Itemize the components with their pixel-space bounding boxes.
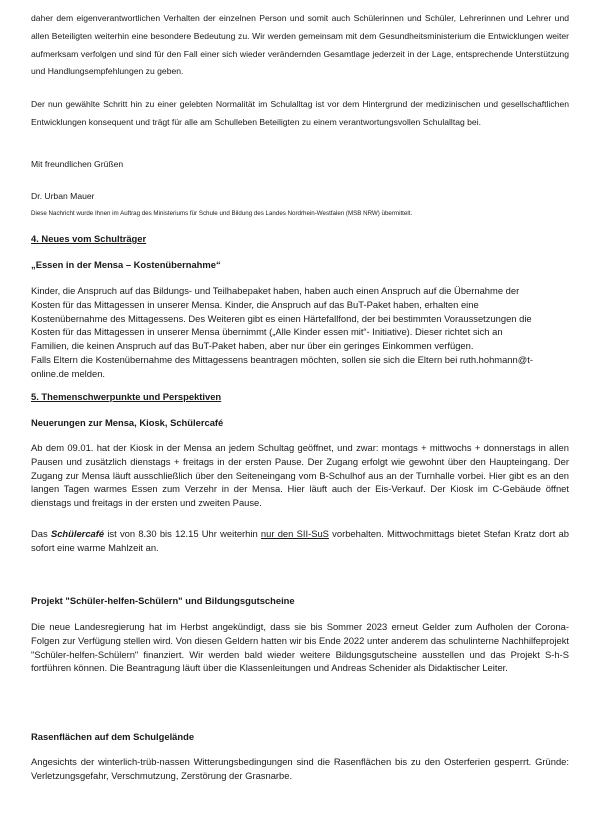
section-4-line: Kosten für das Mittagessen in unserer Mensa. Kinder, die Anspruch auf das BuT-Paket haben, erhalten eine	[31, 298, 479, 310]
cafe-text-post: vorbehalten. Mittwochmittags bietet Stefan Kratz dort ab sofort eine warme Mahlzeit an.	[31, 528, 569, 553]
cafe-restriction: nur den SII-SuS	[260, 528, 329, 539]
cafe-text-pre: Das	[31, 528, 51, 539]
cafe-name: Schülercafé	[50, 528, 105, 539]
section-4-line: Kinder, die Anspruch auf das Bildungs- und Teilhabepaket haben, haben auch einen Anspruch auf die Übernahme der	[31, 285, 520, 296]
intro-paragraph-1: daher dem eigenverantwortlichen Verhalten der einzelnen Person und somit auch Schülerinnen und Schüler, Lehrerinnen und Lehrer und allen Beteiligten weiterhin eine besondere Bedeutung zu. Wir werden gemeinsam mit dem Gesundheitsministerium die Entwicklungen weiter aufmerksam verfolgen und sind für den Fall einer sich wieder verändernden Gesamtlage jederzeit in der Lage, entsprechende Unterstützung und Handlungsempfehlungen zu geben.	[31, 13, 569, 77]
greeting: Mit freundlichen Grüßen	[31, 159, 124, 169]
section-4-subheading: „Essen in der Mensa – Kostenübernahme“	[31, 259, 221, 270]
project-title: Projekt "Schüler-helfen-Schülern" und Bildungsgutscheine	[31, 595, 295, 606]
section-4-line: Kosten für das Mittagessen in unserer Mensa übernimmt („Alle Kinder essen mit“- Initiative). Dieser richtet sich an	[31, 326, 503, 338]
project-paragraph: Die neue Landesregierung hat im Herbst angekündigt, dass sie bis Sommer 2023 erneut Gelder zum Aufholen der Corona-Folgen zur Verfügung stellen wird. Von diesen Geldern hatten wir bis Ende 2022 unter anderem das schulinterne Nachhilfeprojekt "Schüler-helfen-Schülern" finanziert. Wir werden bald wieder weitere Bildungsgutscheine ausstellen und das Projekt S-h-S fortführen können. Die Beantragung läuft über die Klassenleitungen und Andreas Schenider als Didaktischer Leiter.	[31, 621, 569, 674]
section-4-line: Falls Eltern die Kostenübernahme des Mittagessens beantragen möchten, sollen sie sich die Eltern bei ruth.hohmann@t-	[31, 353, 533, 365]
section-4-line: Kostenübernahme des Mittagessens. Des Weiteren gibt es einen Härtefallfond, der bei bestimmten Voraussetzungen die	[31, 312, 532, 324]
section-5-heading: 5. Themenschwerpunkte und Perspektiven	[31, 391, 222, 402]
mensa-title: Neuerungen zur Mensa, Kiosk, Schülercafé	[31, 417, 224, 428]
section-4-line: online.de melden.	[31, 367, 106, 379]
signature: Dr. Urban Mauer	[31, 191, 95, 201]
cafe-text-mid: ist von 8.30 bis 12.15 Uhr weiterhin	[104, 528, 261, 539]
section-4-body	[31, 284, 569, 381]
lawn-title: Rasenflächen auf dem Schulgelände	[31, 731, 195, 742]
ministry-footnote: Diese Nachricht wurde Ihnen im Auftrag des Ministeriums für Schule und Bildung des Landes Nordrhein-Westfalen (MSB NRW) übermittelt.	[31, 210, 413, 217]
intro-paragraph-2: Der nun gewählte Schritt hin zu einer gelebten Normalität im Schulalltag ist vor dem Hintergrund der medizinischen und gesellschaftlichen Entwicklungen konsequent und trägt für alle am Schulleben Beteiligten zu einem verantwortungsvollen Schulalltag bei.	[31, 99, 569, 127]
section-4-heading: 4. Neues vom Schulträger	[31, 233, 147, 244]
section-4-line: Familien, die keinen Anspruch auf das BuT-Paket haben, aber nur über ein geringes Einkommen verfügen.	[31, 340, 474, 352]
lawn-paragraph: Angesichts der winterlich-trüb-nassen Witterungsbedingungen sind die Rasenflächen bis zu den Osterferien gesperrt. Gründe: Verletzungsgefahr, Verschmutzung, Zerstörung der Grasnarbe.	[31, 756, 569, 781]
schuelercafe-paragraph	[31, 527, 569, 555]
mensa-paragraph: Ab dem 09.01. hat der Kiosk in der Mensa an jedem Schultag geöffnet, und zwar: montags + mittwochs + donnerstags in allen Pausen und zusätzlich dienstags + freitags in der ersten Pause. Der Zugang erfolgt wie gewohnt über den Haupteingang. Der Zugang zur Mensa läuft ausschließlich über den Seiteneingang vom B-Schulhof aus an der Turnhalle vorbei. Hier gibt es an den langen Tagen warmes Essen zum Verzehr in der Mensa. Hier läuft auch der Eis-Verkauf. Der Kiosk im C-Gebäude öffnet dienstags und freitags in der ersten und zweiten Pause.	[31, 442, 569, 509]
